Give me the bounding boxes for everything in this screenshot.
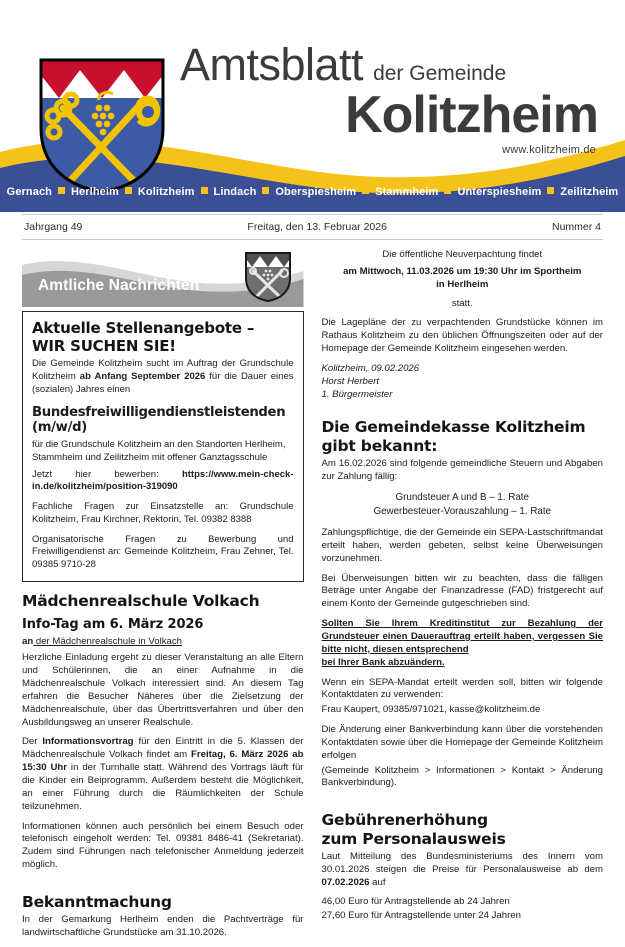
kolitzheim-coat-of-arms-grayscale [244,251,292,303]
treasury-headline-line1: Die Gemeindekasse Kolitzheim [321,418,586,437]
issue-date: Freitag, den 13. Februar 2026 [247,221,387,233]
treasury-intro: Am 16.02.2026 sind folgende gemeindliche Steuern und Abgaben zur Zahlung fällig: [321,458,603,482]
job-advertisement-box [22,311,304,582]
section-banner-amtliche-nachrichten [22,249,304,307]
fees-headline [322,811,604,848]
treasury-warning-line2: bei Ihrer Bank abzuändern. [321,656,445,668]
school-location-prefix: an [22,635,34,647]
job-intro-date: ab Anfang September 2026 [79,371,206,383]
lease-when [322,266,604,292]
job-intro [32,358,294,396]
treasury-change-note: Die Änderung einer Bankverbindung kann über die vorstehenden Kontaktdaten sowie über die Homepage der Gemeinde Kolitzheim erfolgen [321,724,603,761]
lease-lead: Die öffentliche Neuverpachtung findet [382,249,543,260]
lease-when-line2: in Herlheim [436,278,489,290]
announcement-text: In der Gemarkung Herlheim enden die Pachtverträge für landwirtschaftliche Grundstücke am 31.10.2026. [22,914,304,939]
treasury-headline-line2: gibt bekannt: [321,436,438,455]
lease-statt: statt. [451,297,473,309]
section-banner-label: Amtliche Nachrichten [38,277,200,294]
school-subhead: Info-Tag am 6. März 2026 [22,616,204,632]
fees-intro-c: auf [369,876,386,888]
issue-info-bar [22,214,603,240]
village-unterspiesheim: Unterspiesheim [457,186,542,198]
village-list [0,186,625,198]
treasury-mandate-note: Wenn ein SEPA-Mandat erteilt werden soll, bitten wir folgende Kontaktdaten zu verwenden: [321,676,603,701]
separator-square-icon [547,187,554,194]
school-para-2 [22,736,304,813]
lease-sig-name: Horst Herbert [321,375,380,387]
job-position-detail: für die Grundschule Kolitzheim an den Standorten Herlheim, Stammheim und Zeilitzheim mit offener Ganztagsschule [32,439,286,463]
content-columns [22,249,603,947]
school-para-2-e: in der Turnhalle statt. Während des Vortrags läuft für die Kinder ein Beiprogramm. Außerdem besteht die Möglichkeit, an einer Führung durch die Räumlichkeiten der Schule teilzunehmen. [22,762,304,812]
job-apply-line [32,469,294,494]
village-oberspiesheim: Oberspiesheim [275,186,357,198]
fees-headline-line2: zum Personalausweis [321,829,506,848]
school-para-3: Informationen können auch persönlich bei einem Besuch oder telefonisch eingeholt werden: Tel. 09381 8486-41 (Sekretariat). Zudem sind Führungen nach telefonischer Anmeldung jederzeit möglich. [22,820,304,871]
treasury-headline [322,418,604,455]
school-para-2-c: für den Eintritt in die 5. Klassen der Mädchenrealschule Volkach findet am [22,736,304,761]
school-location [22,636,304,649]
job-contact-technical: Fachliche Fragen zur Einsatzstelle an: Grundschule Kolitzheim, Frau Kirchner, Rektorin, Tel. 09382 8388 [32,501,294,525]
separator-square-icon [125,187,132,194]
school-headline: Mädchenrealschule Volkach [22,591,260,610]
job-intro-pre: Die Gemeinde Kolitzheim sucht im Auftrag der Grundschule Kolitzheim [32,358,294,383]
title-amtsblatt: Amtsblatt [180,39,364,90]
job-intro-post: für die Dauer eines (sozialen) Jahres einen [32,371,294,395]
separator-square-icon [58,187,65,194]
treasury-item-0: Grundsteuer A und B – 1. Rate [395,491,529,503]
treasury-warning-line1: Sollten Sie Ihrem Kreditinstitut zur Bezahlung der Grundsteuer einen Dauerauftrag erteilt haben, vergessen Sie bitte nicht, diesen entsprechend [321,618,603,655]
job-headline-line1: Aktuelle Stellenangebote – [32,319,255,337]
issue-number: Nummer 4 [551,221,601,233]
lease-when-line1: am Mittwoch, 11.03.2026 um 19:30 Uhr im Sportheim [343,265,582,277]
job-apply-url[interactable]: https://www.mein-check-in.de/kolitzheim/position-319090 [32,468,294,493]
lease-body: Die Lagepläne der zu verpachtenden Grundstücke können im Rathaus Kolitzheim zu den üblichen Öffnungszeiten oder auf der Homepage der Gemeinde Kolitzheim eingesehen werden. [321,317,603,355]
lease-sig-role: 1. Bürgermeister [321,388,393,400]
title-kolitzheim: Kolitzheim [345,86,598,144]
fees-intro [322,851,604,890]
treasury-sepa-note: Zahlungspflichtige, die der Gemeinde ein SEPA-Lastschriftmandat erteilt haben, werden gebeten, selbst keine Überweisungen vorzunehmen. [321,527,603,564]
masthead-website: www.kolitzheim.de [502,144,596,156]
masthead [0,0,625,212]
masthead-titles [180,39,600,156]
treasury-transfer-note: Bei Überweisungen bitten wir zu beachten, dass die fälligen Beträge unter Angabe der Finanzadresse (FAD) fristgerecht auf einem Konto der Gemeinde gutgeschrieben sind. [321,572,603,610]
separator-square-icon [262,187,269,194]
fees-intro-date: 07.02.2026 [321,876,370,888]
title-der-gemeinde: der Gemeinde [373,62,507,85]
village-lindach: Lindach [213,186,257,198]
announcement-headline: Bekanntmachung [22,892,172,911]
lease-signature [322,363,604,402]
treasury-item-1: Gewerbesteuer-Vorauszahlung – 1. Rate [373,506,552,518]
school-para-2-b: Informationsvortrag [42,736,134,748]
job-contact-organisational: Organisatorische Fragen zu Bewerbung und Freiwilligendienst an: Gemeinde Kolitzheim, Frau Zehner, Tel. 09385 9710-28 [32,533,294,570]
fees-intro-a: Laut Mitteilung des Bundesministeriums des Innern vom 30.01.2026 steigen die Preise für Personalausweise ab dem [321,850,603,875]
separator-square-icon [444,187,451,194]
separator-square-icon [201,187,208,194]
village-stammheim: Stammheim [375,186,439,198]
school-para-2-a: Der [22,736,43,748]
treasury-contact: Frau Kaupert, 09385/971021, kasse@kolitzheim.de [321,704,541,716]
village-kolitzheim: Kolitzheim [137,186,195,198]
school-para-1: Herzliche Einladung ergeht zu dieser Veranstaltung an alle Eltern und Schülerinnen, die an einer Aufnahme in die Mädchenrealschule Volkach interessiert sind. An diesem Tag erfahren die Besucher Näheres über die Zielsetzung der Mädchenrealschule, über das Übertrittsverfahren und über den Ausbildungsweg an unserer Realschule. [22,652,304,728]
left-column [22,249,304,947]
job-apply-label: Jetzt hier bewerben: [32,468,182,480]
job-headline-line2: WIR SUCHEN SIE! [32,336,176,355]
fees-headline-line1: Gebührenerhöhung [321,811,488,830]
job-headline [32,320,294,355]
village-herlheim: Herlheim [71,186,119,198]
kolitzheim-coat-of-arms [37,56,167,196]
school-location-rest: der Mädchenrealschule in Volkach [33,635,182,647]
fees-price-over-24: 46,00 Euro für Antragstellende ab 24 Jahren [321,896,510,908]
treasury-path-note: (Gemeinde Kolitzheim > Informationen > Kontakt > Änderung Bankverbindung). [321,764,603,789]
school-para-2-d: Freitag, 6. März 2026 ab 15:30 Uhr [22,749,304,774]
village-zeilitzheim: Zeilitzheim [560,186,619,198]
right-column [322,249,604,947]
lease-sig-place: Kolitzheim, 09.02.2026 [321,362,420,374]
issue-volume: Jahrgang 49 [24,221,83,233]
separator-square-icon [362,187,369,194]
village-gernach: Gernach [6,186,53,198]
job-position-title: Bundesfreiwilligendienstleistenden (m/w/d) [32,404,286,436]
fees-price-under-24: 27,60 Euro für Antragstellende unter 24 Jahren [321,910,521,922]
